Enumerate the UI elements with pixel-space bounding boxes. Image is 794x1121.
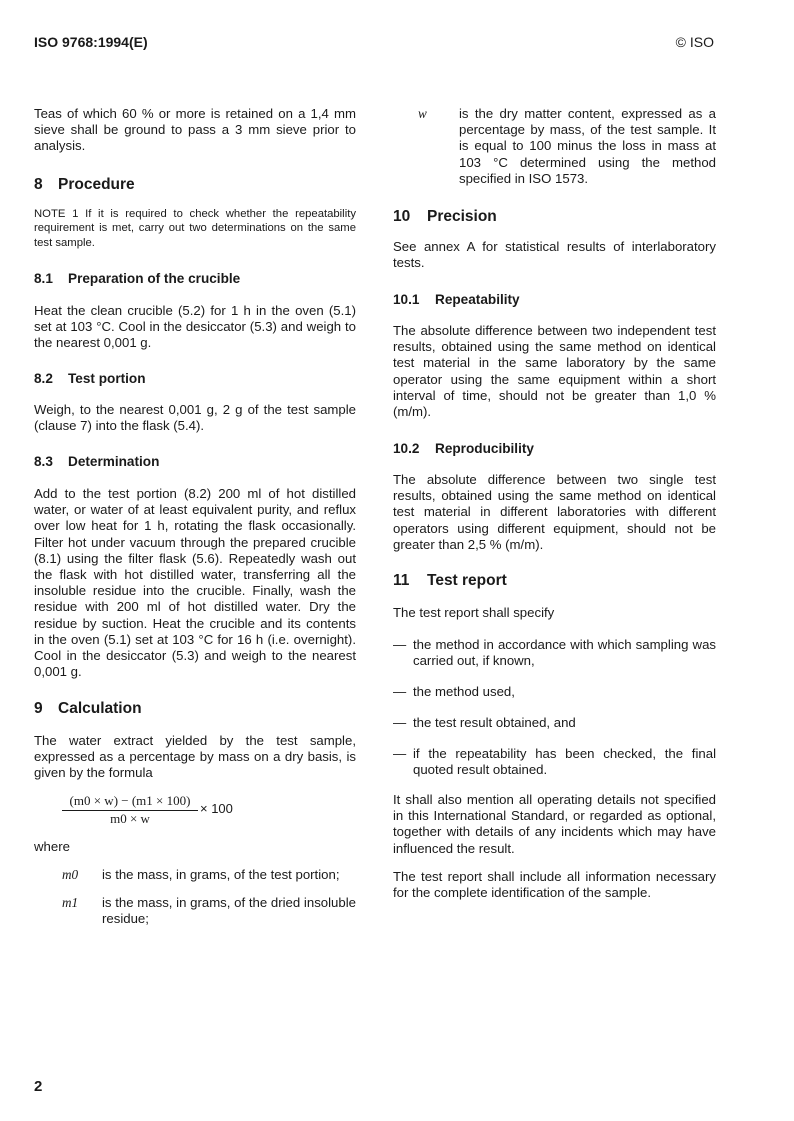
body-paragraph: The water extract yielded by the test sample, expressed as a percentage by mass on a dry basis, is given by the formula — [34, 733, 356, 781]
body-paragraph: See annex A for statistical results of interlaboratory tests. — [393, 239, 716, 271]
section-title: Procedure — [58, 176, 135, 193]
section-heading — [393, 208, 497, 226]
copyright-mark: © ISO — [675, 34, 714, 50]
subsection-heading — [34, 454, 159, 469]
section-title: Test report — [427, 572, 507, 589]
list-dash: — — [393, 637, 407, 652]
section-heading — [34, 700, 142, 718]
subsection-title: Reproducibility — [435, 441, 534, 456]
section-number: 8 — [34, 176, 43, 193]
note-paragraph: NOTE 1 If it is required to check whether the repeatability requirement is met, carry out two determinations on the same test sample. — [34, 208, 356, 249]
subsection-number: 10.2 — [393, 441, 420, 456]
section-number: 11 — [393, 572, 410, 589]
section-number: 9 — [34, 700, 43, 717]
formula-denominator: m0 × w — [110, 811, 150, 826]
fraction — [62, 793, 198, 827]
body-paragraph: The absolute difference between two independent test results, obtained using the same method on identical test material in the same laboratory by the same operator using the same equipment within a short interval of time, should not be greater than 1,0 % (m/m). — [393, 323, 716, 420]
subsection-title: Preparation of the crucible — [68, 271, 241, 286]
list-item-text: the method used, — [413, 684, 515, 699]
list-dash: — — [393, 684, 407, 699]
page-number: 2 — [34, 1078, 43, 1095]
body-paragraph: Add to the test portion (8.2) 200 ml of hot distilled water, or water of at least equivalent purity, and reflux over low heat for 1 h, rotating the flask occasionally. Filter hot under vacuum through the prepared crucible (8.1) using the filter flask (5.6). Repeatedly wash out the flask with hot distilled water, transferring all the insoluble residue into the crucible. Finally, wash the residue with 200 ml of hot distilled water. Dry the residue by suction. Heat the crucible and its contents in the oven (5.1) set at 103 °C for 16 h (i.e. overnight). Cool in the desiccator (5.3) and weigh to the nearest 0,001 g. — [34, 486, 356, 680]
list-item — [393, 715, 716, 731]
definition-symbol: m0 — [62, 867, 79, 882]
subsection-title: Determination — [68, 454, 160, 469]
section-heading — [34, 176, 135, 194]
document-id: ISO 9768:1994(E) — [34, 34, 148, 50]
section-number: 10 — [393, 208, 411, 225]
list-item — [393, 684, 716, 700]
formula-numerator: (m0 × w) − (m1 × 100) — [69, 793, 191, 808]
subsection-heading — [393, 292, 520, 307]
list-item — [393, 746, 716, 778]
subsection-number: 10.1 — [393, 292, 420, 307]
subsection-number: 8.2 — [34, 371, 53, 386]
subsection-heading — [34, 371, 146, 386]
list-dash: — — [393, 715, 407, 730]
subsection-title: Repeatability — [435, 292, 520, 307]
section-title: Calculation — [58, 700, 142, 717]
body-paragraph: The absolute difference between two single test results, obtained using the same method on identical test material in different laboratories with different operators using different equipment, should not be greater than 2,5 % (m/m). — [393, 472, 716, 552]
body-paragraph: Weigh, to the nearest 0,001 g, 2 g of the test sample (clause 7) into the flask (5.4). — [34, 402, 356, 434]
body-paragraph: It shall also mention all operating details not specified in this International Standard, or regarded as optional, together with details of any incidents which may have influenced the result. — [393, 792, 716, 856]
subsection-title: Test portion — [68, 371, 146, 386]
section-title: Precision — [427, 208, 497, 225]
list-item-text: the test result obtained, and — [413, 715, 576, 730]
where-label: where — [34, 839, 70, 854]
list-item-text: the method in accordance with which sampling was carried out, if known, — [413, 637, 716, 669]
formula — [62, 793, 322, 833]
definition-row — [393, 106, 716, 187]
body-paragraph: The test report shall specify — [393, 605, 555, 620]
definition-symbol: w — [418, 106, 427, 121]
subsection-heading — [393, 441, 534, 456]
definition-text: is the mass, in grams, of the dried insoluble residue; — [102, 895, 356, 927]
subsection-heading — [34, 271, 240, 286]
subsection-number: 8.3 — [34, 454, 53, 469]
section-heading — [393, 572, 507, 590]
list-dash: — — [393, 746, 407, 761]
intro-paragraph: Teas of which 60 % or more is retained on a 1,4 mm sieve shall be ground to pass a 3 mm sieve prior to analysis. — [34, 106, 356, 154]
body-paragraph: The test report shall include all information necessary for the complete identification of the sample. — [393, 869, 716, 901]
definition-row — [34, 895, 356, 927]
formula-multiplier: × 100 — [200, 801, 233, 816]
definition-text: is the dry matter content, expressed as a percentage by mass, of the test sample. It is equal to 100 minus the loss in mass at 103 °C determined using the method specified in ISO 1573. — [459, 106, 716, 186]
definition-row — [34, 867, 356, 883]
list-item — [393, 637, 716, 669]
body-paragraph: Heat the clean crucible (5.2) for 1 h in the oven (5.1) set at 103 °C. Cool in the desiccator (5.3) and weigh to the nearest 0,001 g. — [34, 303, 356, 351]
definition-text: is the mass, in grams, of the test portion; — [102, 867, 340, 882]
definition-symbol: m1 — [62, 895, 79, 910]
subsection-number: 8.1 — [34, 271, 53, 286]
list-item-text: if the repeatability has been checked, the final quoted result obtained. — [413, 746, 716, 778]
